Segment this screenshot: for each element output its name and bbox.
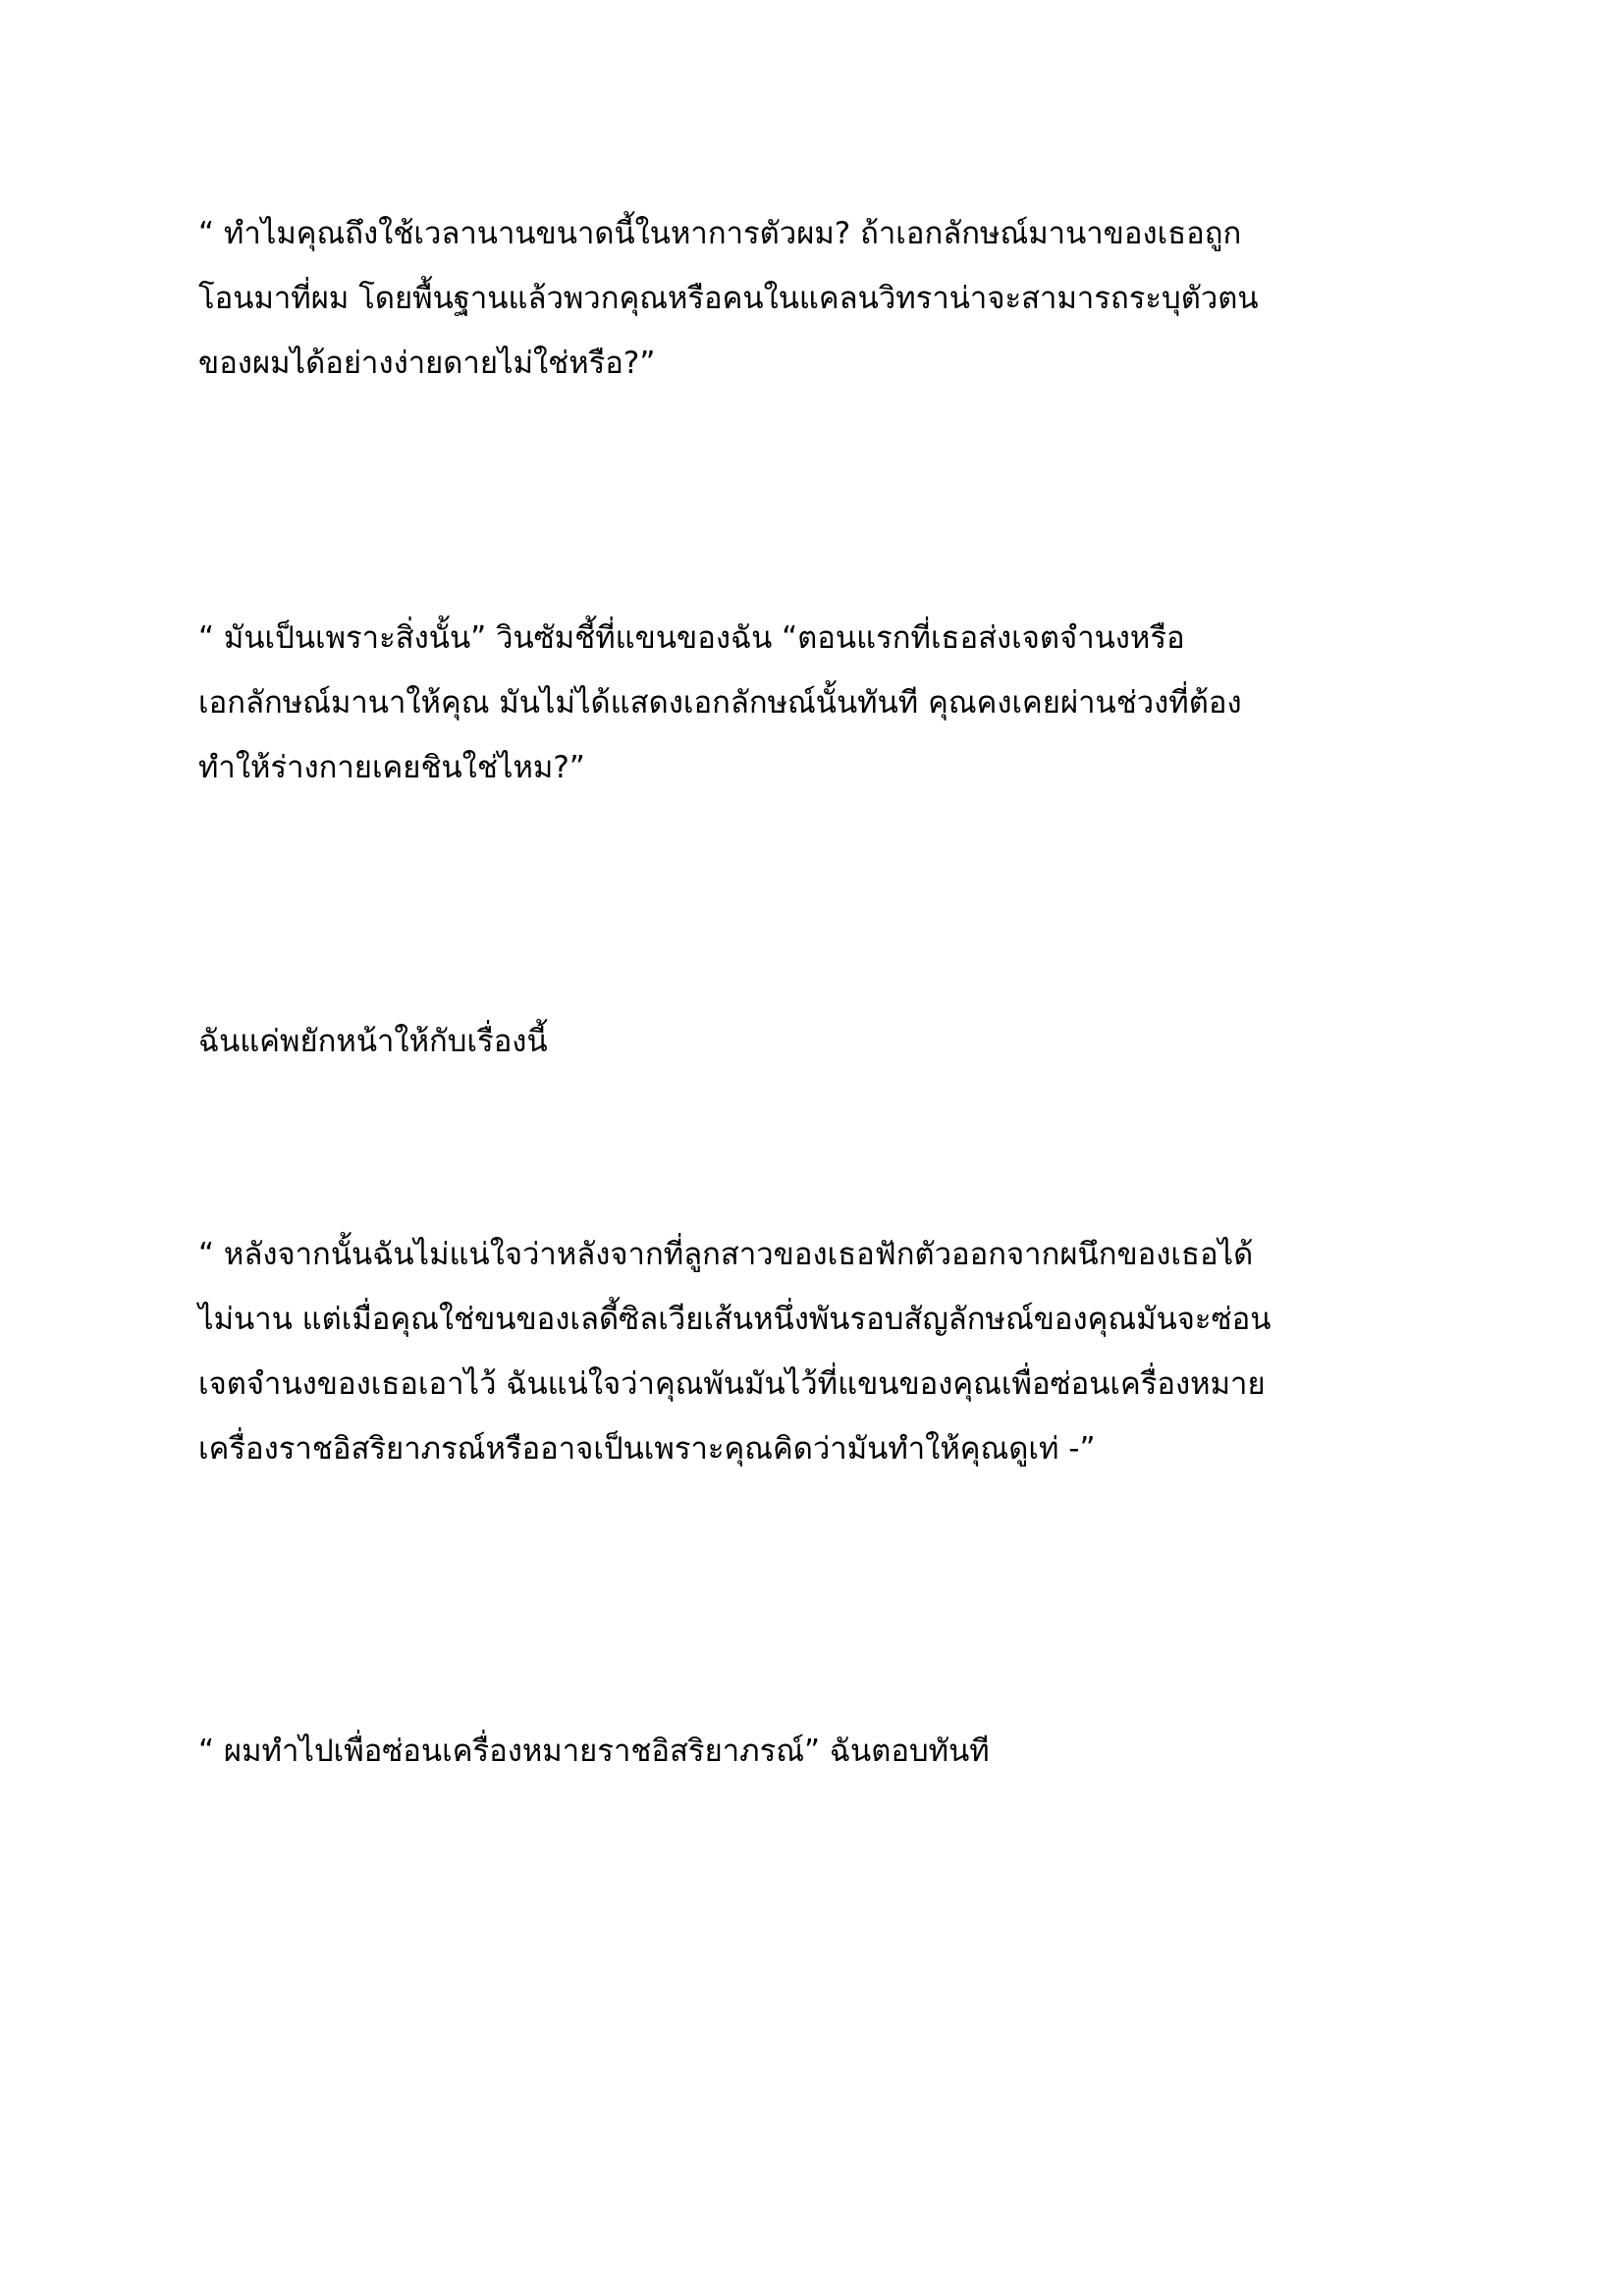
text-line: “ ผมทำไปเพื่อซ่อนเครื่องหมายราชอิสริยาภรณ์” ฉันตอบทันที [198,1734,990,1769]
text-line: โอนมาที่ผม โดยพื้นฐานแล้วพวกคุณหรือคนในแคลนวิทราน่าจะสามารถระบุตัวตน [198,281,1259,316]
text-line: เครื่องราชอิสริยาภรณ์หรืออาจเป็นเพราะคุณคิดว่ามันทำให้คุณดูเท่ -” [198,1431,1096,1467]
paragraph-3 [198,1009,1465,1074]
paragraph-1 [198,201,1465,396]
text-line: “ มันเป็นเพราะสิ่งนั้น” วินซัมชี้ที่แขนของฉัน “ตอนแรกที่เธอส่งเจตจำนงหรือ [198,620,1185,656]
text-line: เอกลักษณ์มานาให้คุณ มันไม่ได้แสดงเอกลักษณ์นั้นทันที คุณคงเคยผ่านช่วงที่ต้อง [198,685,1242,721]
text-line: เจตจำนงของเธอเอาไว้ ฉันแน่ใจว่าคุณพันมันไว้ที่แขนของคุณเพื่อซ่อนเครื่องหมาย [198,1366,1266,1402]
text-line: “ หลังจากนั้นฉันไม่แน่ใจว่าหลังจากที่ลูกสาวของเธอฟักตัวออกจากผนึกของเธอได้ [198,1237,1254,1272]
paragraph-2 [198,606,1465,800]
text-line: “ ทำไมคุณถึงใช้เวลานานขนาดนี้ในหาการตัวผม? ถ้าเอกลักษณ์มานาของเธอถูก [198,216,1242,251]
text-line: ของผมได้อย่างง่ายดายไม่ใช่หรือ?” [198,346,656,381]
text-line: ไม่นาน แต่เมื่อคุณใช่ขนของเลดี้ซิลเวียเส้นหนึ่งพันรอบสัญลักษณ์ของคุณมันจะซ่อน [198,1302,1272,1337]
text-line: ฉันแค่พยักหน้าให้กับเรื่องนี้ [198,1024,548,1059]
text-line: ทำให้ร่างกายเคยชินใช่ไหม?” [198,750,585,785]
paragraph-5 [198,1719,1465,1784]
paragraph-4 [198,1222,1465,1481]
